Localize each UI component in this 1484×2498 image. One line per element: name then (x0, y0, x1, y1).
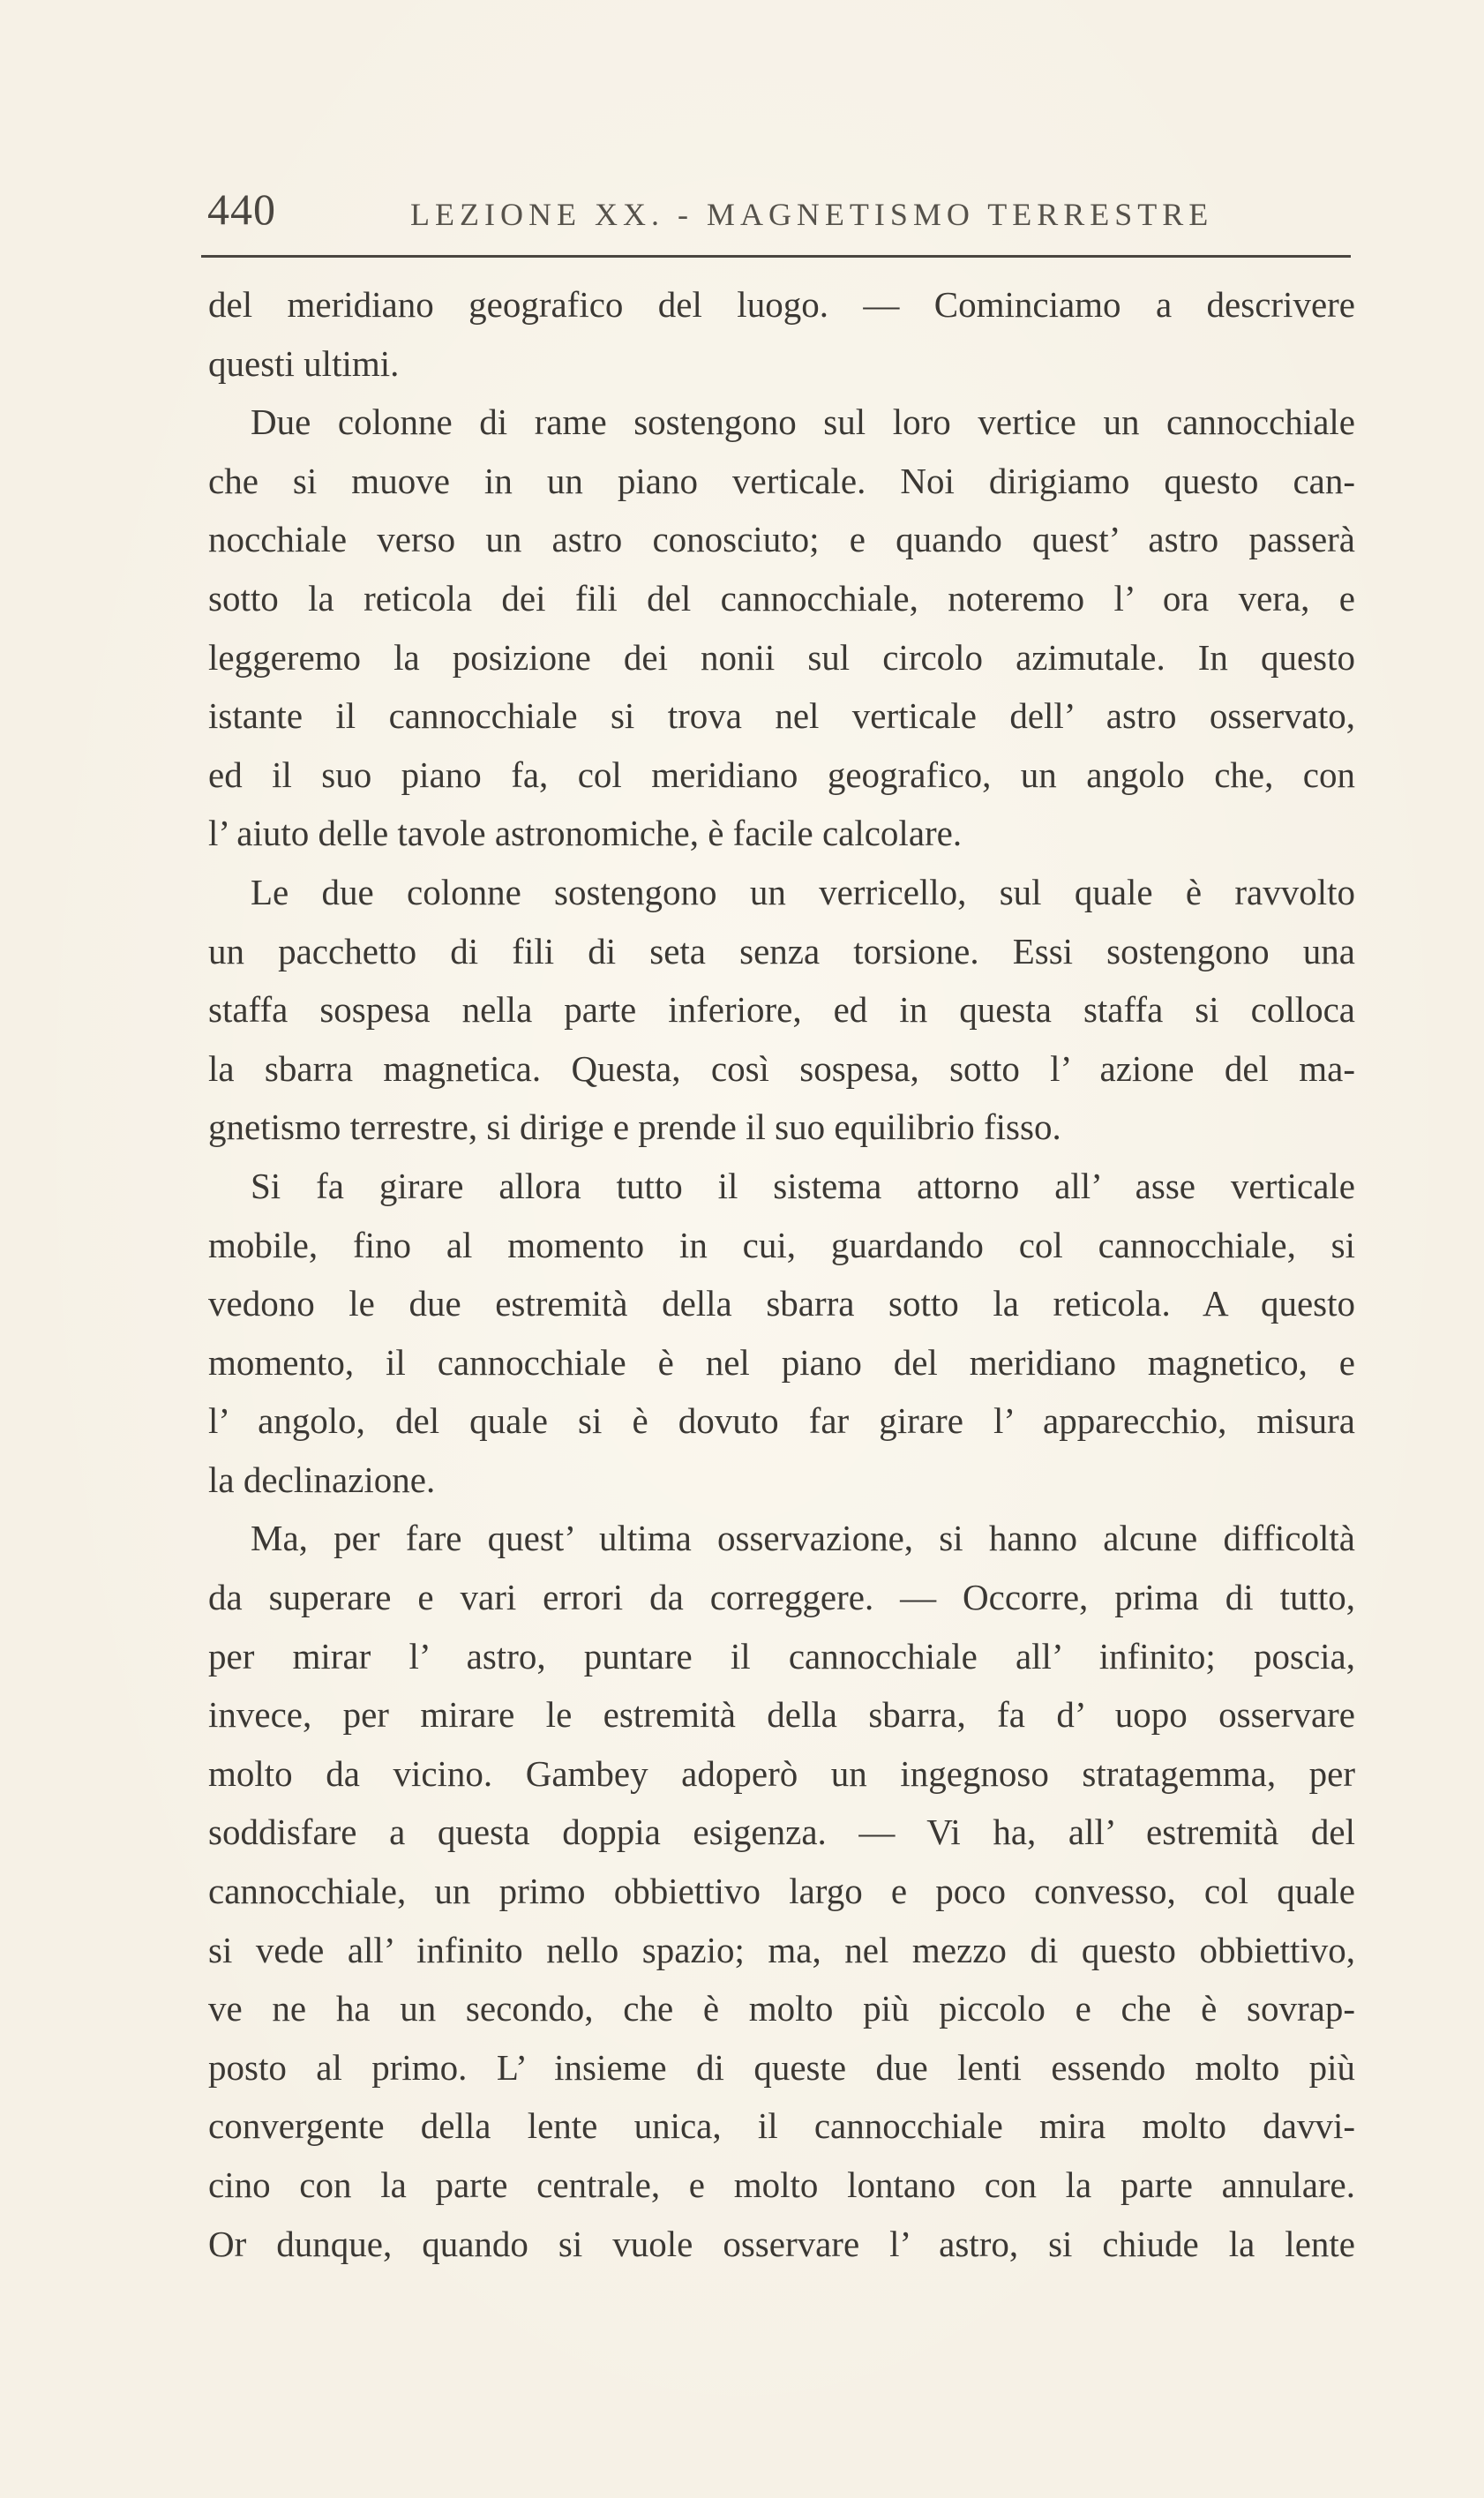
text-line: la sbarra magnetica. Questa, così sospesa, sotto l’ azione del ma- (208, 1047, 1355, 1089)
text-line: Or dunque, quando si vuole osservare l’ astro, si chiude la lente (208, 2223, 1355, 2264)
text-line: momento, il cannocchiale è nel piano del meridiano magnetico, e (208, 1341, 1355, 1383)
text-line: Si fa girare allora tutto il sistema attorno all’ asse verticale (251, 1165, 1355, 1206)
page-header (207, 184, 1354, 236)
text-line: soddisfare a questa doppia esigenza. — Vi ha, all’ estremità del (208, 1812, 1355, 1853)
text-line: molto da vicino. Gambey adoperò un ingegnoso stratagemma, per (208, 1752, 1355, 1794)
text-line: Le due colonne sostengono un verricello, sul quale è ravvolto (251, 871, 1355, 912)
text-line: questi ultimi. (208, 342, 400, 384)
text-line: gnetismo terrestre, si dirige e prende il suo equilibrio fisso. (208, 1106, 1061, 1148)
text-line: posto al primo. L’ insieme di queste due lenti essendo molto più (208, 2046, 1355, 2088)
text-line: nocchiale verso un astro conosciuto; e quando quest’ astro passerà (208, 519, 1355, 560)
text-line: istante il cannocchiale si trova nel verticale dell’ astro osservato, (208, 695, 1355, 737)
text-line: Due colonne di rame sostengono sul loro vertice un cannocchiale (251, 401, 1355, 443)
text-line: per mirar l’ astro, puntare il cannocchiale all’ infinito; poscia, (208, 1635, 1355, 1677)
text-line: vedono le due estremità della sbarra sotto la reticola. A questo (208, 1283, 1355, 1324)
text-line: da superare e vari errori da correggere. — Occorre, prima di tutto, (208, 1577, 1355, 1618)
text-line: cannocchiale, un primo obbiettivo largo e poco convesso, col quale (208, 1871, 1355, 1912)
text-line: ed il suo piano fa, col meridiano geografico, un angolo che, con (208, 754, 1355, 795)
text-line: l’ aiuto delle tavole astronomiche, è facile calcolare. (208, 813, 963, 854)
body-text (208, 275, 1355, 2273)
text-line: cino con la parte centrale, e molto lontano con la parte annulare. (208, 2164, 1355, 2205)
text-line: sotto la reticola dei fili del cannocchiale, noteremo l’ ora vera, e (208, 577, 1355, 619)
text-line: convergente della lente unica, il cannocchiale mira molto davvi- (208, 2105, 1355, 2147)
text-line: si vede all’ infinito nello spazio; ma, nel mezzo di questo obbiettivo, (208, 1929, 1355, 1970)
header-rule (201, 255, 1351, 258)
text-line: invece, per mirare le estremità della sbarra, fa d’ uopo osservare (208, 1694, 1355, 1736)
page-number: 440 (207, 184, 276, 234)
text-line: mobile, fino al momento in cui, guardando col cannocchiale, si (208, 1224, 1355, 1265)
text-line: staffa sospesa nella parte inferiore, ed in questa staffa si colloca (208, 989, 1355, 1031)
text-line: che si muove in un piano verticale. Noi dirigiamo questo can- (208, 460, 1355, 501)
text-line: la declinazione. (208, 1459, 436, 1500)
text-line: del meridiano geografico del luogo. — Cominciamo a descrivere (208, 284, 1355, 325)
text-line: leggeremo la posizione dei nonii sul circolo azimutale. In questo (208, 636, 1355, 678)
running-head: LEZIONE XX. - MAGNETISMO TERRESTRE (410, 197, 1214, 232)
text-line: l’ angolo, del quale si è dovuto far girare l’ apparecchio, misura (208, 1400, 1355, 1442)
text-line: un pacchetto di fili di seta senza torsione. Essi sostengono una (208, 930, 1355, 971)
text-line: ve ne ha un secondo, che è molto più piccolo e che è sovrap- (208, 1988, 1355, 2029)
text-line: Ma, per fare quest’ ultima osservazione, si hanno alcune difficoltà (251, 1518, 1355, 1559)
